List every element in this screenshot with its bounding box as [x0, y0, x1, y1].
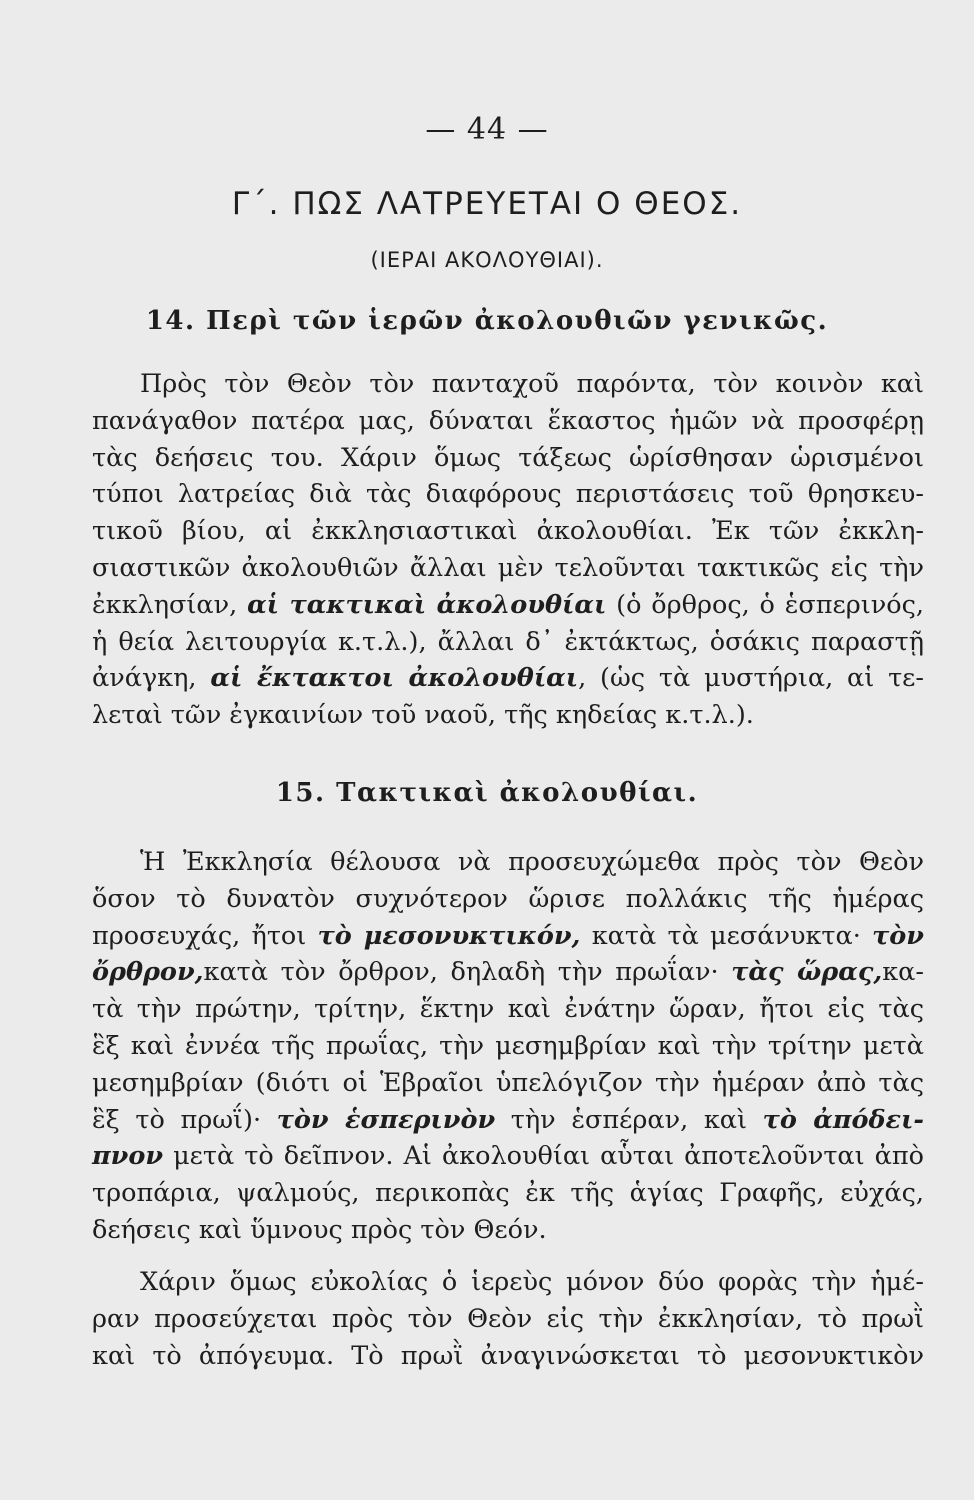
- text-line: [92, 1102, 924, 1139]
- text-line: καὶ τὸ ἀπόγευμα. Τὸ πρωῒ ἀναγινώσκεται τὸ μεσονυκτικὸν: [92, 1340, 924, 1371]
- emphasized-term: τὸ ἀπόδει-: [762, 1104, 924, 1135]
- text-line: Ἡ Ἐκκλησία θέλουσα νὰ προσευχώμεθα πρὸς τὸν Θεὸν: [140, 847, 924, 877]
- emphasized-term: τὸν ἑσπερινὸν: [276, 1104, 496, 1135]
- text-line: σιαστικῶν ἀκολουθιῶν ἄλλαι μὲν τελοῦνται τακτικῶς εἰς τὴν: [92, 552, 924, 583]
- paragraph-section-15-b: [92, 1264, 924, 1374]
- text-run: κατὰ τὰ μεσάνυκτα·: [580, 920, 873, 951]
- emphasized-term: ὄρθρον,: [92, 957, 204, 988]
- text-run: ἐκκλησίαν,: [92, 589, 248, 620]
- text-line: [92, 660, 924, 697]
- emphasized-term: αἱ τακτικαὶ ἀκολουθίαι: [247, 589, 607, 620]
- paragraph-section-14: [92, 366, 924, 734]
- text-run: (ὁ ὄρθρος, ὁ ἑσπερινός,: [606, 589, 924, 620]
- text-line: Πρὸς τὸν Θεὸν τὸν πανταχοῦ παρόντα, τὸν κοινὸν καὶ: [140, 369, 924, 399]
- chapter-title: Γ΄. ΠΩΣ ΛΑΤΡΕΥΕΤΑΙ Ο ΘΕΟΣ.: [231, 186, 743, 222]
- text-line: τύποι λατρείας διὰ τὰς διαφόρους περιστάσεις τοῦ θρησκευ-: [92, 479, 924, 510]
- section-heading-14: 14. Περὶ τῶν ἱερῶν ἀκολουθιῶν γενικῶς.: [145, 306, 829, 336]
- emphasized-term: τὸν: [872, 920, 924, 951]
- text-run: κατὰ τὸν ὄρθρον, δηλαδὴ τὴν πρωΐαν·: [203, 957, 732, 988]
- text-line: Χάριν ὅμως εὐκολίας ὁ ἱερεὺς μόνον δύο φορὰς τὴν ἡμέ-: [140, 1267, 924, 1297]
- text-line: [92, 587, 924, 624]
- text-line: τὰς δεήσεις του. Χάριν ὅμως τάξεως ὡρίσθησαν ὡρισμένοι: [92, 442, 924, 473]
- text-line: ἓξ καὶ ἐννέα τῆς πρωΐας, τὴν μεσημβρίαν καὶ τὴν τρίτην μετὰ: [92, 1030, 924, 1061]
- text-run: ἓξ τὸ πρωΐ)·: [92, 1104, 277, 1135]
- text-run: τὴν ἑσπέραν, καὶ: [495, 1104, 763, 1135]
- chapter-subtitle: (ΙΕΡΑΙ ΑΚΟΛΟΥΘΙΑΙ).: [370, 248, 604, 272]
- text-line: πανάγαθον πατέρα μας, δύναται ἕκαστος ἡμῶν νὰ προσφέρῃ: [92, 405, 924, 436]
- text-line: τὰ τὴν πρώτην, τρίτην, ἕκτην καὶ ἐνάτην ὥραν, ἤτοι εἰς τὰς: [92, 994, 924, 1025]
- emphasized-term: πνον: [92, 1141, 164, 1172]
- text-line: [92, 918, 924, 955]
- text-run: κα-: [882, 957, 924, 988]
- section-heading-15: 15. Τακτικαὶ ἀκολουθίαι.: [275, 778, 699, 808]
- text-run: , (ὡς τὰ μυστήρια, αἱ τε-: [578, 663, 924, 694]
- emphasized-term: τὰς ὥρας,: [731, 957, 883, 988]
- text-line: λεταὶ τῶν ἐγκαινίων τοῦ ναοῦ, τῆς κηδείας κ.τ.λ.).: [92, 700, 754, 731]
- text-run: ἀνάγκη,: [92, 663, 211, 694]
- text-line: ἡ θεία λειτουργία κ.τ.λ.), ἄλλαι δ᾽ ἐκτάκτως, ὁσάκις παραστῇ: [92, 626, 924, 657]
- text-line: ὅσον τὸ δυνατὸν συχνότερον ὥρισε πολλάκις τῆς ἡμέρας: [92, 883, 924, 914]
- text-line: τροπάρια, ψαλμούς, περικοπὰς ἐκ τῆς ἁγίας Γραφῆς, εὐχάς,: [92, 1178, 924, 1209]
- emphasized-term: αἱ ἔκτακτοι ἀκολουθίαι: [210, 663, 579, 694]
- text-line: δεήσεις καὶ ὕμνους πρὸς τὸν Θεόν.: [92, 1214, 547, 1245]
- text-line: [92, 954, 924, 991]
- text-line: ραν προσεύχεται πρὸς τὸν Θεὸν εἰς τὴν ἐκκλησίαν, τὸ πρωῒ: [92, 1303, 924, 1334]
- emphasized-term: τὸ μεσονυκτικόν,: [317, 920, 581, 951]
- text-line: μεσημβρίαν (διότι οἱ Ἑβραῖοι ὑπελόγιζον τὴν ἡμέραν ἀπὸ τὰς: [92, 1067, 924, 1098]
- text-line: [92, 1138, 924, 1175]
- paragraph-section-15-a: [92, 844, 924, 1249]
- text-run: προσευχάς, ἤτοι: [92, 920, 318, 951]
- text-run: μετὰ τὸ δεῖπνον. Αἱ ἀκολουθίαι αὗται ἀποτελοῦνται ἀπὸ: [163, 1141, 924, 1172]
- page-number: — 44 —: [425, 112, 549, 147]
- text-line: τικοῦ βίου, αἱ ἐκκλησιαστικαὶ ἀκολουθίαι. Ἐκ τῶν ἐκκλη-: [92, 516, 924, 547]
